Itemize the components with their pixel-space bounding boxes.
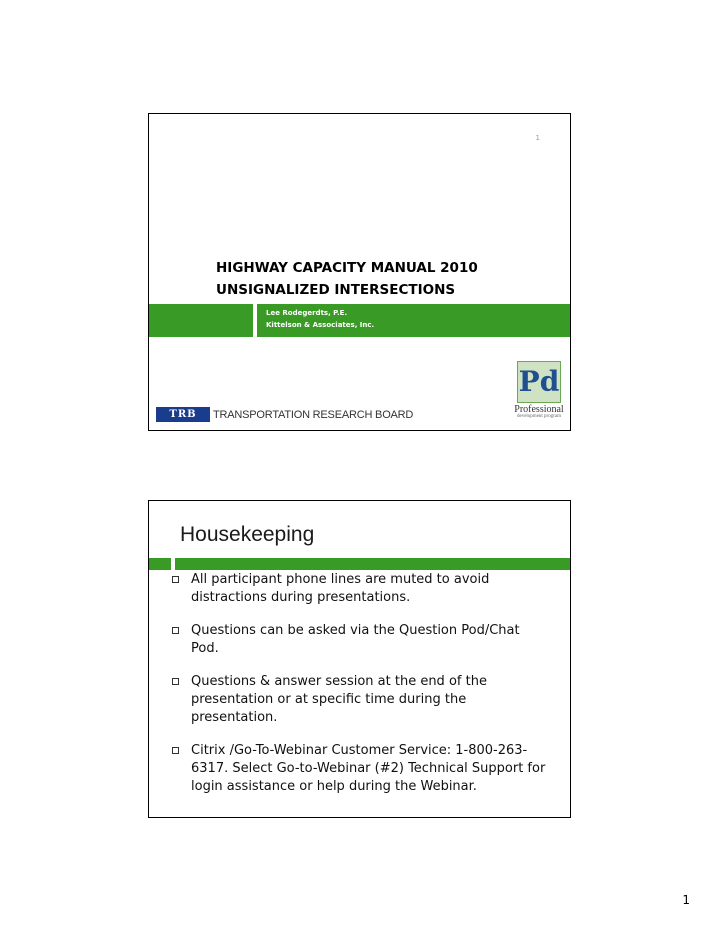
trb-acronym: TRB — [156, 407, 210, 422]
bullet-text: Questions & answer session at the end of the presentation or at specific time during the presentation. — [191, 674, 487, 725]
square-bullet-icon — [172, 747, 179, 754]
pd-subtitle: development program — [516, 414, 561, 419]
pd-mark-icon — [517, 361, 561, 403]
slide-title: Housekeeping — [180, 523, 315, 546]
list-item — [171, 742, 551, 796]
slide-1 — [148, 113, 571, 431]
slide-2 — [148, 500, 571, 818]
square-bullet-icon — [172, 576, 179, 583]
bullet-text: Questions can be asked via the Question Pod/Chat Pod. — [191, 623, 520, 656]
pd-word: Professional — [514, 404, 564, 415]
list-item — [171, 571, 551, 607]
bullet-text: Citrix /Go-To-Webinar Customer Service: 1-800-263-6317. Select Go-to-Webinar (#2) Technical Support for login assistance or help during the Webinar. — [191, 743, 546, 794]
list-item — [171, 622, 551, 658]
accent-bar-notch — [171, 558, 175, 570]
square-bullet-icon — [172, 678, 179, 685]
bullet-list — [171, 571, 551, 811]
square-bullet-icon — [172, 627, 179, 634]
author-company: Kittelson & Associates, Inc. — [266, 321, 375, 329]
list-item — [171, 673, 551, 727]
trb-name: TRANSPORTATION RESEARCH BOARD — [213, 408, 414, 421]
slide-number: 1 — [535, 134, 540, 142]
slide-title — [216, 257, 478, 301]
pd-letters: Pd — [518, 365, 560, 398]
page-number: 1 — [682, 893, 690, 907]
bullet-text: All participant phone lines are muted to avoid distractions during presentations. — [191, 572, 490, 605]
author-name: Lee Rodegerdts, P.E. — [266, 309, 348, 317]
title-accent-bar — [149, 558, 570, 570]
trb-logo — [156, 407, 413, 422]
title-line-1: HIGHWAY CAPACITY MANUAL 2010 — [216, 260, 478, 276]
title-line-2: UNSIGNALIZED INTERSECTIONS — [216, 282, 456, 298]
accent-bar-notch — [253, 304, 257, 337]
pd-logo — [512, 361, 566, 419]
author-block — [266, 307, 374, 331]
